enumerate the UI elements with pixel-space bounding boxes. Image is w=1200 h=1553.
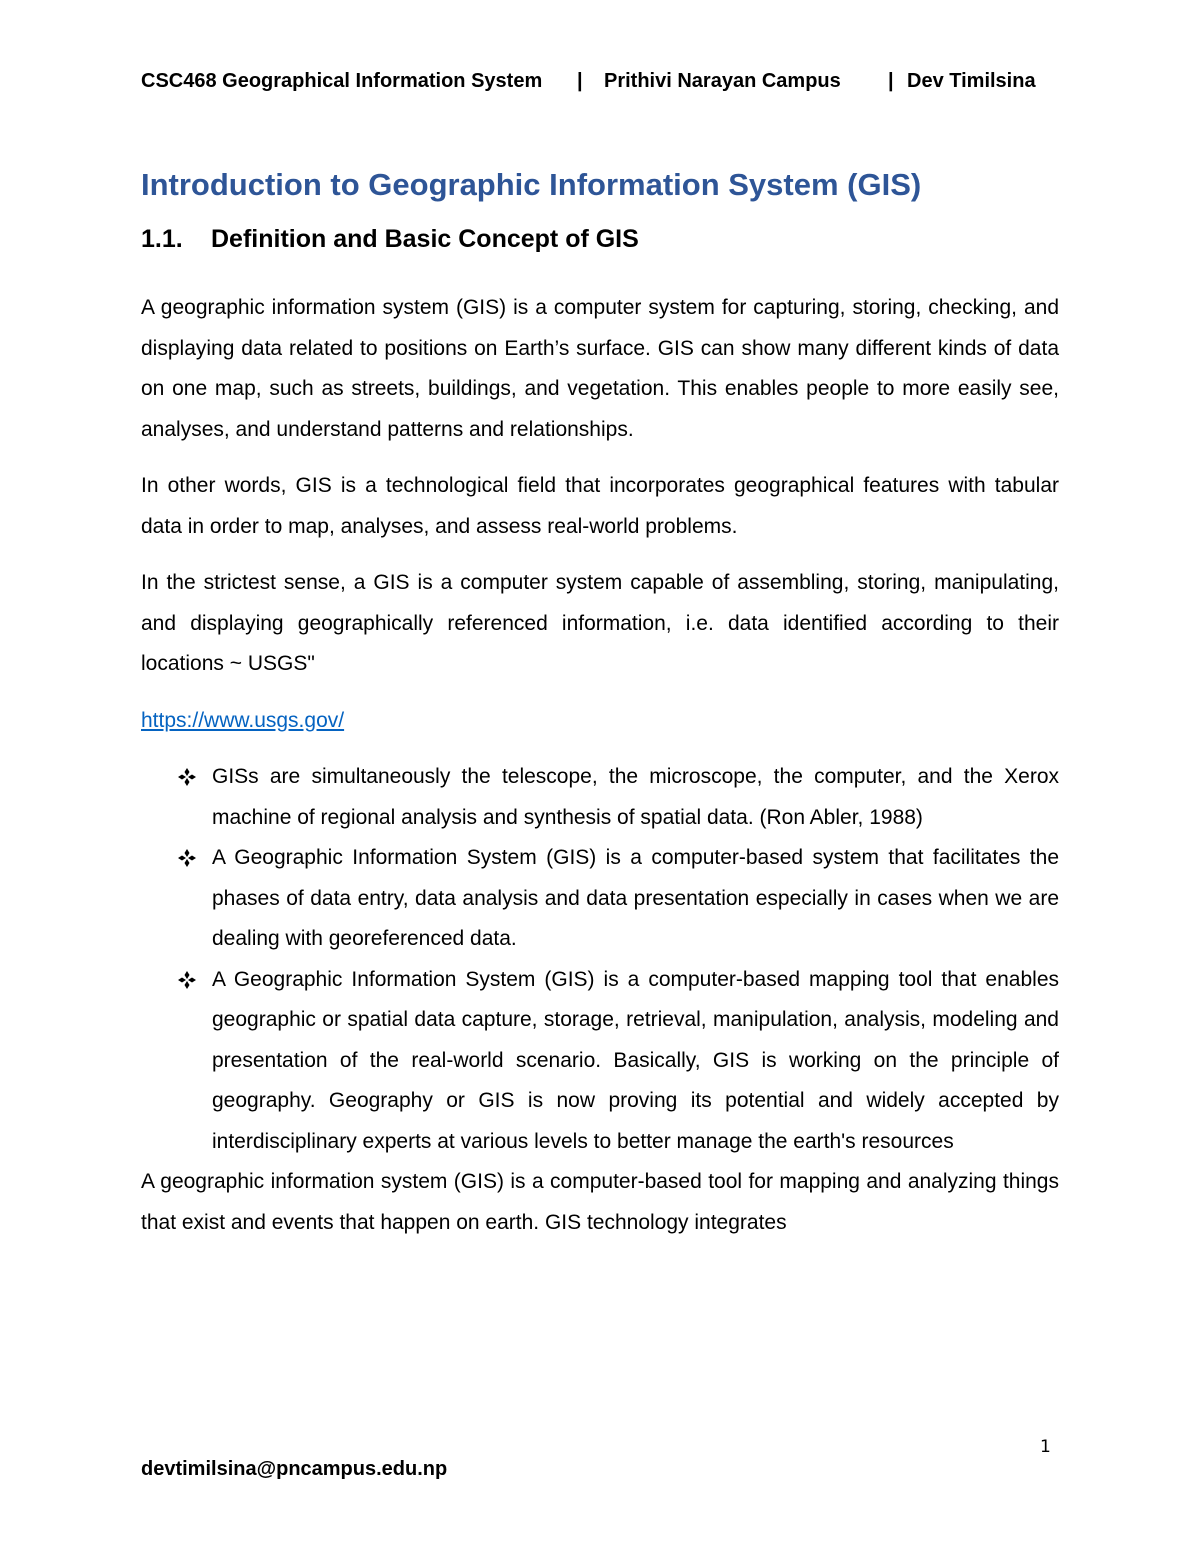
section-body (141, 288, 1059, 1243)
document-title: Introduction to Geographic Information System (GIS) (141, 167, 922, 202)
paragraph: A geographic information system (GIS) is a computer system for capturing, storing, checking, and displaying data related to positions on Earth’s surface. GIS can show many different kinds of data on one map, such as streets, buildings, and vegetation. This enables people to more easily see, analyses, and understand patterns and relationships. (141, 296, 1059, 441)
section-title: Definition and Basic Concept of GIS (211, 225, 639, 253)
header-author: Dev Timilsina (907, 70, 1036, 92)
list-item (141, 757, 1059, 838)
section-heading (141, 221, 1059, 257)
page-number: 1 (1040, 1437, 1051, 1457)
four-diamond-star-icon (177, 767, 197, 787)
list-item-text: GISs are simultaneously the telescope, the microscope, the computer, and the Xerox machine of regional analysis and synthesis of spatial data. (Ron Abler, 1988) (212, 765, 1059, 829)
document-body (141, 163, 1059, 1243)
four-diamond-star-icon (177, 970, 197, 990)
reference-link-line (141, 701, 1059, 742)
list-item (141, 838, 1059, 960)
header-separator: | (888, 70, 894, 92)
page-header (141, 70, 1061, 100)
definition-list (141, 757, 1059, 1162)
footer-email: devtimilsina@pncampus.edu.np (141, 1458, 448, 1480)
header-course: CSC468 Geographical Information System (141, 70, 543, 92)
section-number: 1.1. (141, 225, 183, 253)
list-item-text: A Geographic Information System (GIS) is a computer-based system that facilitates the phases of data entry, data analysis and data presentation especially in cases when we are dealing with georeferenced data. (212, 846, 1059, 950)
paragraph: In the strictest sense, a GIS is a computer system capable of assembling, storing, manipulating, and displaying geographically referenced information, i.e. data identified according to their locations ~ USGS" (141, 571, 1059, 675)
list-item (141, 960, 1059, 1163)
four-diamond-star-icon (177, 848, 197, 868)
paragraph: A geographic information system (GIS) is a computer-based tool for mapping and analyzing things that exist and events that happen on earth. GIS technology integrates (141, 1170, 1059, 1234)
paragraph: In other words, GIS is a technological field that incorporates geographical features with tabular data in order to map, analyses, and assess real-world problems. (141, 474, 1059, 538)
list-item-text: A Geographic Information System (GIS) is a computer-based mapping tool that enables geographic or spatial data capture, storage, retrieval, manipulation, analysis, modeling and presentation of the real-world scenario. Basically, GIS is working on the principle of geography. Geography or GIS is now proving its potential and widely accepted by interdisciplinary experts at various levels to better manage the earth's resources (212, 967, 1059, 1153)
usgs-link[interactable]: https://www.usgs.gov/ (141, 708, 345, 732)
header-separator: | (577, 70, 583, 92)
header-campus: Prithivi Narayan Campus (604, 70, 841, 92)
